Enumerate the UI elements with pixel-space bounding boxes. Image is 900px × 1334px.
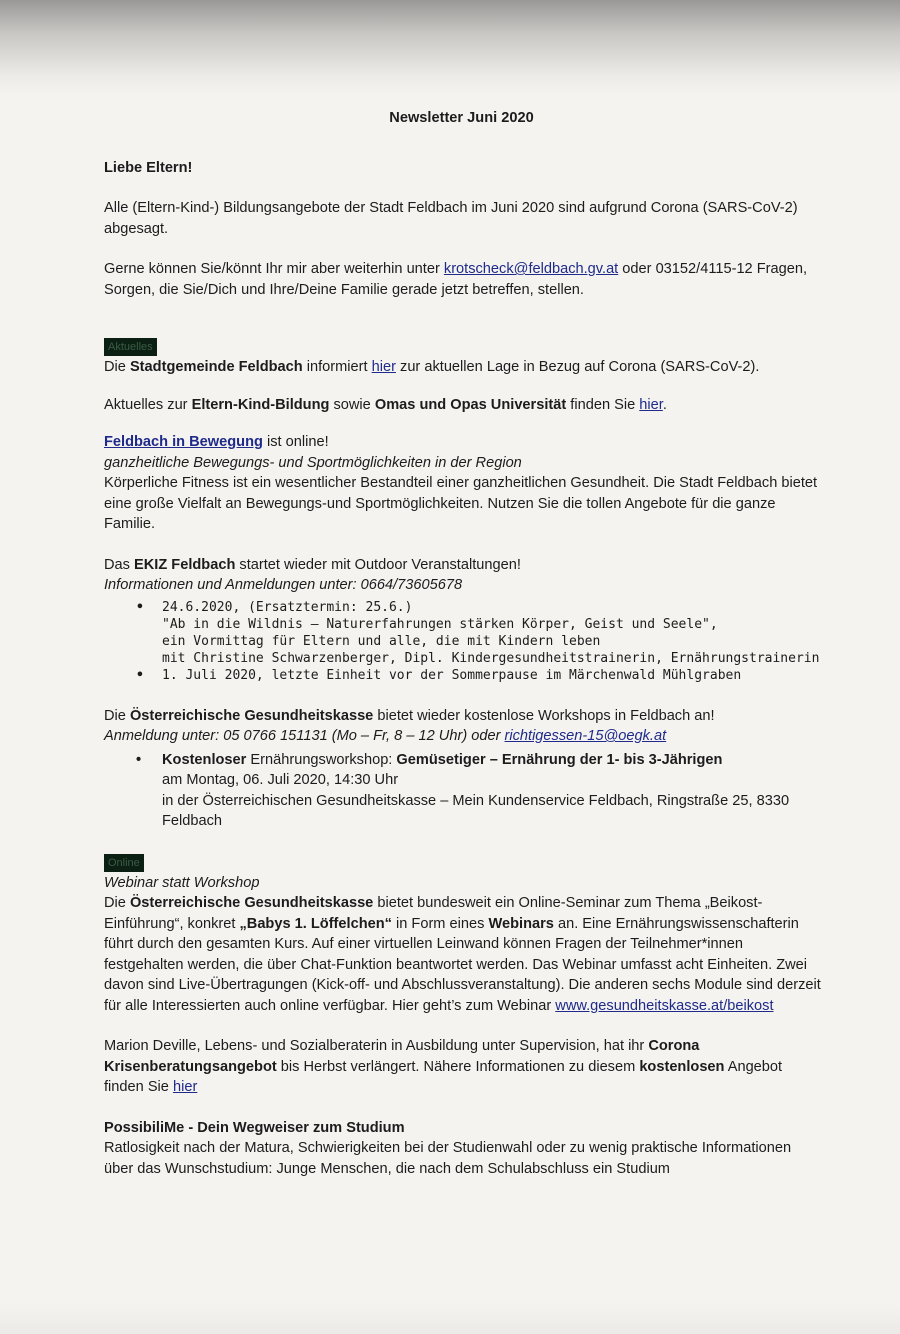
bewegung-text: Körperliche Fitness ist ein wesentlicher Bestandteil einer ganzheitlichen Gesundheit. Die Stadt Feldbach bietet eine große Vielfalt an Bewegungs-und Sportmöglichkeiten. Nutzen Sie die tollen Angebote für die ganze Familie. <box>104 475 818 532</box>
oegk-workshop-list <box>136 750 824 832</box>
possibilime-text: Ratlosigkeit nach der Matura, Schwierigkeiten bei der Studienwahl oder zu wenig praktische Informationen über das Wunschstudium: Junge Menschen, die nach dem Schulabschluss ein Studium <box>104 1140 792 1177</box>
bullet-icon: • <box>136 751 142 768</box>
aktuelles-line-1: Die Stadtgemeinde Feldbach informiert hier zur aktuellen Lage in Bezug auf Corona (SARS-CoV-2). <box>104 359 760 375</box>
email-link-oegk[interactable]: richtigessen-15@oegk.at <box>504 728 667 744</box>
possibilime-heading: PossibiliMe - Dein Wegweiser zum Studium <box>104 1119 405 1136</box>
ekiz-info: Informationen und Anmeldungen unter: 0664/73605678 <box>104 577 463 593</box>
greeting: Liebe Eltern! <box>104 159 193 176</box>
link-webinar-beikost[interactable]: www.gesundheitskasse.at/beikost <box>555 997 774 1014</box>
scan-top-shadow <box>0 0 900 95</box>
link-hier-corona[interactable]: hier <box>371 359 396 375</box>
ekiz-event-list <box>136 599 824 684</box>
webinar-subtitle: Webinar statt Workshop <box>104 874 260 891</box>
section-tag-aktuelles: Aktuelles <box>104 338 157 356</box>
bewegung-heading: Feldbach in Bewegung ist online! <box>104 434 329 450</box>
deville-paragraph: Marion Deville, Lebens- und Sozialberaterin in Ausbildung unter Supervision, hat ihr Corona Krisenberatungsangebot bis Herbst verlängert. Nähere Informationen zu diesem kostenlosen Angebot finden Sie hier <box>104 1038 783 1095</box>
bullet-icon: • <box>136 599 144 615</box>
link-hier-eltern-kind[interactable]: hier <box>639 396 663 413</box>
ekiz-heading: Das EKIZ Feldbach startet wieder mit Outdoor Veranstaltungen! <box>104 556 521 573</box>
list-item: • Kostenloser Ernährungsworkshop: Gemüsetiger – Ernährung der 1- bis 3-Jährigen am Montag, 06. Juli 2020, 14:30 Uhr in der Österreichischen Gesundheitskasse – Mein Kundenservice Feldbach, Ringstraße 25, 8330 Feldbach <box>136 751 790 829</box>
aktuelles-line-2: Aktuelles zur Eltern-Kind-Bildung sowie Omas und Opas Universität finden Sie hier. <box>104 396 667 413</box>
newsletter-page <box>104 108 824 1179</box>
webinar-paragraph: Die Österreichische Gesundheitskasse bietet bundesweit ein Online-Seminar zum Thema „Beikost-Einführung“, konkret „Babys 1. Löffelchen“ in Form eines Webinars an. Eine Ernährungswissenschafterin führt durch den gesamten Kurs. Auf einer virtuellen Leinwand können Fragen der Teilnehmer*innen festgehalten werden, die über Chat-Funktion beantwortet werden. Das Webinar umfasst acht Einheiten. Zwei davon sind Live-Übertragungen (Kick-off- und Abschlussveranstaltung). Die anderen sechs Module sind derzeit für alle Interessierten auch online verfügbar. Hier geht’s zum Webinar www.gesundheitskasse.at/beikost <box>104 895 821 1014</box>
list-item: • 1. Juli 2020, letzte Einheit vor der Sommerpause im Märchenwald Mühlgraben <box>136 667 742 683</box>
section-tag-online: Online <box>104 854 144 872</box>
oegk-anmeldung: Anmeldung unter: 05 0766 151131 (Mo – Fr, 8 – 12 Uhr) oder richtigessen-15@oegk.at <box>104 728 667 744</box>
oegk-heading: Die Österreichische Gesundheitskasse bietet wieder kostenlose Workshops in Feldbach an! <box>104 707 715 724</box>
bewegung-subtitle: ganzheitliche Bewegungs- und Sportmöglichkeiten in der Region <box>104 454 522 471</box>
scan-bottom-edge <box>0 1304 900 1334</box>
email-link-krotscheck[interactable]: krotscheck@feldbach.gv.at <box>443 261 619 277</box>
bullet-icon: • <box>136 667 144 683</box>
list-item: • 24.6.2020, (Ersatztermin: 25.6.) "Ab in die Wildnis – Naturerfahrungen stärken Körper, Geist und Seele", ein Vormittag für Eltern und alle, die mit Kindern leben mit Christine Schwarzenberger, Dipl. Kindergesundheitstrainerin, Ernährungstrainerin <box>136 599 820 666</box>
link-hier-deville[interactable]: hier <box>172 1079 198 1095</box>
page-title: Newsletter Juni 2020 <box>389 110 534 126</box>
intro-paragraph-1: Alle (Eltern-Kind-) Bildungsangebote der Stadt Feldbach im Juni 2020 sind aufgrund Corona (SARS-CoV-2) abgesagt. <box>104 200 798 237</box>
link-feldbach-in-bewegung[interactable]: Feldbach in Bewegung <box>104 434 263 450</box>
intro-paragraph-2: Gerne können Sie/könnt Ihr mir aber weiterhin unter krotscheck@feldbach.gv.at oder 03152/4115-12 Fragen, Sorgen, die Sie/Dich und Ihre/Deine Familie gerade jetzt betreffen, stellen. <box>104 261 808 298</box>
